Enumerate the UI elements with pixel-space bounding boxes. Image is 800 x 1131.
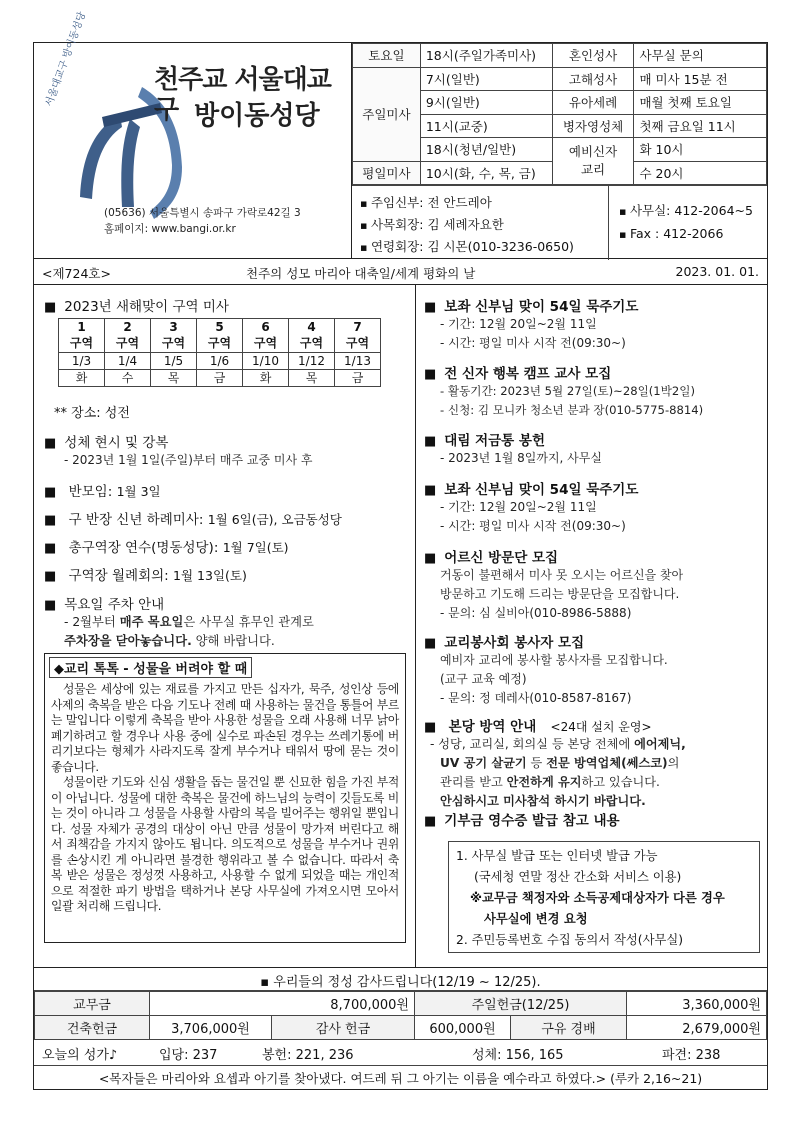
catechumen-label bbox=[552, 138, 634, 185]
visit-detail bbox=[440, 566, 683, 623]
zone-date-row bbox=[59, 353, 381, 370]
banmoim-date: 1월 3일 bbox=[116, 484, 161, 499]
quarantine-text: 의 bbox=[667, 756, 680, 770]
quarantine-text: 하고 있습니다. bbox=[581, 775, 660, 789]
zone-suffix-cell: 구역 bbox=[197, 336, 243, 353]
visit-text: 방문하고 기도해 드리는 방문단을 모집합니다. bbox=[440, 587, 680, 601]
parking-text-part: - 2월부터 bbox=[64, 615, 120, 629]
novena-title: 보좌 신부님 맞이 54일 묵주기도 bbox=[444, 299, 639, 315]
quarantine-bold: 전문 방역업체(쎄스코) bbox=[546, 756, 668, 770]
zone-day-cell: 목 bbox=[151, 370, 197, 387]
sunday-time: 7시(일반) bbox=[420, 67, 552, 91]
sunday-offering-label: 주일헌금(12/25) bbox=[415, 992, 627, 1016]
zone-date-cell: 1/3 bbox=[59, 353, 105, 370]
catechism-title: ◆교리 톡톡 - 성물을 버려야 할 때 bbox=[49, 657, 252, 678]
zone-number-row bbox=[59, 319, 381, 336]
novena2-detail bbox=[440, 498, 626, 536]
zone-suffix-cell: 구역 bbox=[59, 336, 105, 353]
novena2-period: - 기간: 12월 20일~2월 11일 bbox=[440, 500, 597, 514]
parking-text-part: 양해 바랍니다. bbox=[191, 634, 275, 648]
newyear-mass-detail: 1월 6일(금), 오금동성당 bbox=[207, 512, 342, 527]
zone-number-cell: 6 bbox=[243, 319, 289, 336]
zone-day-cell: 수 bbox=[105, 370, 151, 387]
office-phone: ▪ 사무실: 412-2064~5 bbox=[619, 200, 767, 223]
relief-label: 구유 경배 bbox=[511, 1016, 627, 1040]
parking-heading: ■ 목요일 주차 안내 bbox=[44, 593, 164, 613]
homepage: 홈페이지: www.bangi.or.kr bbox=[104, 223, 236, 235]
zone-number-cell: 1 bbox=[59, 319, 105, 336]
receipt-notice: 사무실에 변경 요청 bbox=[484, 912, 588, 926]
zone-suffix-cell: 구역 bbox=[335, 336, 381, 353]
zone-date-cell: 1/10 bbox=[243, 353, 289, 370]
sacrament-name: 병자영성체 bbox=[552, 114, 634, 138]
novena-time: - 시간: 평일 미사 시작 전(09:30~) bbox=[440, 336, 626, 350]
quarantine-line bbox=[430, 754, 686, 773]
sunday-time: 9시(일반) bbox=[420, 91, 552, 115]
receipt-box bbox=[448, 841, 760, 953]
zone-day-cell: 금 bbox=[335, 370, 381, 387]
thanks-offering-label: 감사 헌금 bbox=[272, 1016, 415, 1040]
building-value: 3,706,000원 bbox=[150, 1016, 272, 1040]
receipt-item: 2. 주민등록번호 수집 동의서 작성(사무실) bbox=[456, 933, 684, 947]
quarantine-text: 관리를 받고 bbox=[440, 775, 507, 789]
address: (05636) 서울특별시 송파구 가락로42길 3 bbox=[104, 207, 301, 219]
zone-date-cell: 1/4 bbox=[105, 353, 151, 370]
receipt-item-note: (국세청 연말 정산 간소화 서비스 이용) bbox=[474, 870, 682, 884]
offerings-table bbox=[34, 991, 767, 1040]
mass-schedule-table bbox=[352, 43, 767, 185]
training-date: 1월 7일(토) bbox=[222, 540, 289, 555]
sunday-time: 18시(청년/일반) bbox=[420, 138, 552, 162]
zone-number-cell: 7 bbox=[335, 319, 381, 336]
issue-date: 2023. 01. 01. bbox=[675, 264, 759, 279]
sacrament-info: 매월 첫째 토요일 bbox=[634, 91, 767, 115]
hymn-row bbox=[34, 1039, 767, 1065]
zone-date-cell: 1/6 bbox=[197, 353, 243, 370]
right-column bbox=[416, 285, 767, 967]
novena2-heading bbox=[424, 478, 638, 498]
novena2-title: 보좌 신부님 맞이 54일 묵주기도 bbox=[444, 482, 639, 498]
zone-suffix-cell: 구역 bbox=[151, 336, 197, 353]
parking-text-part: 은 사무실 휴무인 관계로 bbox=[183, 615, 314, 629]
zone-day-cell: 금 bbox=[197, 370, 243, 387]
banmoim-heading: 반모임: bbox=[68, 484, 113, 500]
hymn-recessional: 파견: 238 bbox=[662, 1048, 721, 1063]
quarantine-text: - 성당, 교리실, 회의실 등 본당 전체에 bbox=[430, 737, 635, 751]
quarantine-note: <24대 설치 운영> bbox=[550, 720, 652, 734]
zone-mass-place: ** 장소: 성전 bbox=[54, 406, 130, 421]
savings-detail: - 2023년 1월 8일까지, 사무실 bbox=[440, 451, 602, 465]
teacher-text: (교구 교육 예정) bbox=[440, 672, 527, 686]
teacher-text: 예비자 교리에 봉사할 봉사자를 모집합니다. bbox=[440, 653, 668, 667]
visit-heading bbox=[424, 546, 558, 566]
sacrament-info: 매 미사 15분 전 bbox=[634, 67, 767, 91]
teacher-title: 교리봉사회 봉사자 모집 bbox=[444, 635, 585, 651]
camp-period: - 활동기간: 2023년 5월 27일(토)~28일(1박2일) bbox=[440, 384, 695, 398]
catechism-body bbox=[51, 682, 399, 915]
fax-number: ▪ Fax : 412-2066 bbox=[619, 223, 767, 246]
quarantine-bold: 에어제닉, bbox=[634, 737, 686, 751]
catechumen-time: 화 10시 bbox=[634, 138, 767, 162]
zone-date-cell: 1/12 bbox=[289, 353, 335, 370]
novena2-time: - 시간: 평일 미사 시작 전(09:30~) bbox=[440, 519, 626, 533]
camp-detail bbox=[440, 382, 703, 420]
sacrament-info: 첫째 금요일 11시 bbox=[634, 114, 767, 138]
saturday-time: 18시(주일가족미사) bbox=[420, 44, 552, 68]
catechumen-label-line2: 교리 bbox=[580, 162, 606, 177]
monthly-meeting-item bbox=[44, 564, 247, 584]
parking-text bbox=[64, 613, 314, 651]
savings-title: 대림 저금통 봉헌 bbox=[444, 433, 545, 449]
receipt-heading bbox=[424, 809, 620, 829]
bulletin-header bbox=[34, 10, 767, 259]
address-block bbox=[104, 205, 301, 237]
novena-period: - 기간: 12월 20일~2월 11일 bbox=[440, 317, 597, 331]
training-heading: 총구역장 연수(명동성당): bbox=[68, 540, 219, 556]
zone-suffix-row bbox=[59, 336, 381, 353]
issue-title-bar bbox=[34, 259, 767, 285]
elder-president: ▪ 연령회장: 김 시몬(010-3236-0650) bbox=[360, 236, 608, 258]
exposition-heading: ■ 성체 현시 및 강복 bbox=[44, 431, 168, 451]
left-column bbox=[34, 285, 416, 967]
zone-date-cell: 1/5 bbox=[151, 353, 197, 370]
quarantine-heading bbox=[424, 715, 652, 735]
staff-contacts bbox=[352, 185, 767, 259]
parking-bold-closed: 주차장을 닫아놓습니다. bbox=[64, 634, 192, 648]
savings-heading bbox=[424, 429, 545, 449]
monthly-meeting-heading: 구역장 월례회의: bbox=[68, 568, 169, 584]
weekday-label: 평일미사 bbox=[353, 161, 421, 185]
hymn-communion: 성체: 156, 165 bbox=[472, 1048, 564, 1063]
logo-title: 천주교 서울대교구 bbox=[154, 65, 331, 125]
catechism-paragraph: 성물이란 기도와 신심 생활을 돕는 물건일 뿐 신묘한 힘을 가진 부적이 아닙니다. 성물에 대한 축복은 물건에 하느님의 능력이 깃들도록 비는 것이 아니라 그 성물을 사용할 사람의 복을 빌어주는 행위일 뿐입니다. 성물 자체가 공경의 대상이 아닌 만큼 성물이 망가져 버린다고 해서 죄책감을 가지지 않아도 됩니다. 의도적으로 성물을 부수거나 권위를 손상시킨 게 아니라면 불경한 행위라고 볼 수 없습니다. 따라서 축복 받은 성물은 정성껏 사용하고, 사용할 수 없게 되었을 때는 개인적으로 적절한 파기 방법을 택하거나 본당 사무실에 가져오시면 모아서 일괄 처리해 드립니다. bbox=[51, 775, 399, 913]
quarantine-text: 등 bbox=[526, 756, 547, 770]
logo-ring-text: 서울대교구 방이동성당 bbox=[43, 10, 89, 109]
quarantine-bold: 안심하시고 미사참석 하시기 바랍니다. bbox=[440, 794, 646, 808]
hymn-offertory: 봉헌: 221, 236 bbox=[262, 1048, 354, 1063]
visit-contact: - 문의: 심 실비아(010-8986-5888) bbox=[440, 606, 632, 620]
logo-subtitle: 방이동성당 bbox=[194, 101, 320, 131]
zone-mass-table bbox=[58, 318, 381, 387]
zone-number-cell: 3 bbox=[151, 319, 197, 336]
zone-day-cell: 화 bbox=[59, 370, 105, 387]
zone-mass-heading: ■ 2023년 새해맞이 구역 미사 bbox=[44, 295, 229, 315]
pastor: ▪ 주임신부: 전 안드레아 bbox=[360, 192, 608, 214]
zone-day-cell: 화 bbox=[243, 370, 289, 387]
building-label: 건축헌금 bbox=[35, 1016, 150, 1040]
issue-number: <제724호> bbox=[42, 266, 111, 281]
sunday-label: 주일미사 bbox=[353, 67, 421, 161]
visit-text: 거동이 불편해서 미사 못 오시는 어르신을 찾아 bbox=[440, 568, 684, 582]
quarantine-detail bbox=[430, 735, 686, 811]
sunday-offering-value: 3,360,000원 bbox=[627, 992, 767, 1016]
receipt-title: 기부금 영수증 발급 참고 내용 bbox=[444, 813, 620, 829]
quarantine-line bbox=[430, 735, 686, 754]
bulletin-page bbox=[33, 10, 768, 1090]
newyear-mass-heading: 구 반장 신년 하례미사: bbox=[68, 512, 204, 528]
feast-title: 천주의 성모 마리아 대축일/세계 평화의 날 bbox=[246, 266, 476, 281]
novena-heading bbox=[424, 295, 638, 315]
zone-suffix-cell: 구역 bbox=[105, 336, 151, 353]
monthly-meeting-date: 1월 13일(토) bbox=[173, 568, 247, 583]
parish-logo-area bbox=[34, 10, 352, 259]
novena-detail bbox=[440, 315, 626, 353]
zone-number-cell: 5 bbox=[197, 319, 243, 336]
zone-number-cell: 4 bbox=[289, 319, 335, 336]
sacrament-info: 사무실 문의 bbox=[634, 44, 767, 68]
teacher-detail bbox=[440, 651, 668, 708]
teacher-contact: - 문의: 정 데레사(010-8587-8167) bbox=[440, 691, 632, 705]
zone-number-cell: 2 bbox=[105, 319, 151, 336]
catechumen-time: 수 20시 bbox=[634, 161, 767, 185]
sunday-time: 11시(교중) bbox=[420, 114, 552, 138]
parking-bold-day: 매주 목요일 bbox=[119, 615, 184, 629]
offerings-thanks: ▪ 우리들의 정성 감사드립니다(12/19 ~ 12/25). bbox=[34, 967, 767, 991]
saturday-label: 토요일 bbox=[353, 44, 421, 68]
receipt-notice: ※교무금 책정자와 소득공제대상자가 다른 경우 bbox=[470, 891, 725, 905]
staff-list bbox=[352, 186, 609, 260]
zone-date-cell: 1/13 bbox=[335, 353, 381, 370]
quarantine-line bbox=[430, 773, 686, 792]
zone-day-cell: 목 bbox=[289, 370, 335, 387]
council-president: ▪ 사목회장: 김 세례자요한 bbox=[360, 214, 608, 236]
relief-value: 2,679,000원 bbox=[627, 1016, 767, 1040]
catechism-paragraph: 성물은 세상에 있는 재료를 가지고 만든 십자가, 묵주, 성인상 등에 사제의 축복을 받은 다음 기도나 전례 때 사용하는 물건을 통틀어 부르는 말입니다 이렇게 축복을 받아 사용한 성물을 오래 사용해 너무 낡아 폐기하려고 할 경우나 사용 중에 실수로 파손된 경우는 쓰레기통에 버리기보다는 형체가 사라지도록 잘게 부수거나 태워서 땅에 묻는 것이 좋습니다. bbox=[51, 682, 399, 774]
weekday-time: 10시(화, 수, 목, 금) bbox=[420, 161, 552, 185]
quarantine-bold: 안전하게 유지 bbox=[506, 775, 582, 789]
hymn-entrance: 입당: 237 bbox=[159, 1048, 218, 1063]
camp-heading bbox=[424, 362, 611, 382]
hymn-label: 오늘의 성가♪ bbox=[42, 1048, 118, 1063]
zone-day-row bbox=[59, 370, 381, 387]
quarantine-title: 본당 방역 안내 bbox=[448, 719, 537, 735]
sacrament-name: 고해성사 bbox=[552, 67, 634, 91]
kyomu-value: 8,700,000원 bbox=[150, 992, 415, 1016]
receipt-item: 1. 사무실 발급 또는 인터넷 발급 가능 bbox=[456, 849, 658, 863]
quarantine-bold: UV 공기 살균기 bbox=[440, 756, 527, 770]
kyomu-label: 교무금 bbox=[35, 992, 150, 1016]
sacrament-name: 혼인성사 bbox=[552, 44, 634, 68]
banmoim-item bbox=[44, 480, 161, 500]
camp-title: 전 신자 행복 캠프 교사 모집 bbox=[444, 366, 612, 382]
catechumen-label-line1: 예비신자 bbox=[568, 144, 618, 159]
gospel-verse: <목자들은 마리아와 요셉과 아기를 찾아냈다. 여드레 뒤 그 아기는 이름을 예수라고 하였다.> (루카 2,16~21) bbox=[34, 1065, 767, 1089]
catechism-box bbox=[44, 653, 406, 943]
sacrament-name: 유아세례 bbox=[552, 91, 634, 115]
exposition-text: - 2023년 1월 1일(주일)부터 매주 교중 미사 후 bbox=[64, 453, 313, 467]
office-contacts bbox=[609, 186, 767, 260]
thanks-offering-value: 600,000원 bbox=[415, 1016, 511, 1040]
zone-suffix-cell: 구역 bbox=[243, 336, 289, 353]
teacher-heading bbox=[424, 631, 584, 651]
camp-contact: - 신청: 김 모니카 청소년 분과 장(010-5775-8814) bbox=[440, 403, 704, 417]
newyear-mass-item bbox=[44, 508, 342, 528]
zone-suffix-cell: 구역 bbox=[289, 336, 335, 353]
training-item bbox=[44, 536, 289, 556]
visit-title: 어르신 방문단 모집 bbox=[444, 550, 559, 566]
